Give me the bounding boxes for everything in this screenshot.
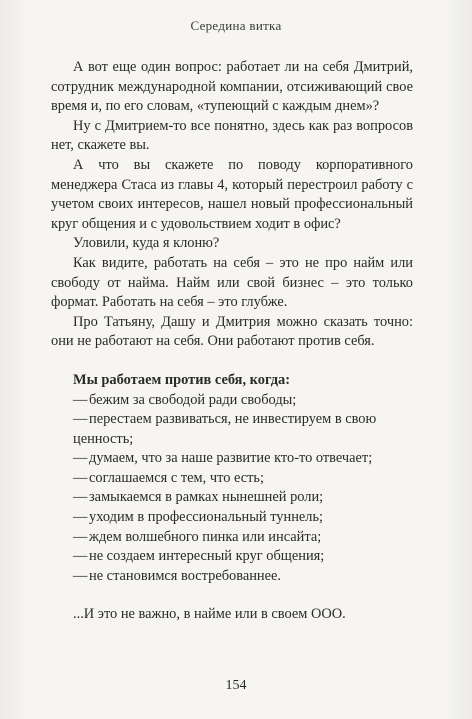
- list-item: [73, 528, 413, 548]
- list-dash: —: [73, 391, 88, 408]
- list-title: Мы работаем против себя, когда:: [73, 371, 291, 388]
- list-item-text: бежим за свободой ради свободы;: [89, 391, 297, 408]
- list-item-text: уходим в профессиональный туннель;: [89, 509, 324, 526]
- list-item-text: ждем волшебного пинка или инсайта;: [89, 528, 322, 545]
- section-gap: [51, 586, 413, 605]
- running-head: Середина витка: [190, 18, 282, 33]
- paragraph: А что вы скажете по поводу корпоративного менеджера Стаса из главы 4, который перестроил работу с учетом своих интересов, нашел новый профессиональный круг общения и с удовольствием ходит в офис?: [51, 156, 413, 232]
- list-item: [73, 547, 413, 567]
- list-item: [73, 469, 413, 489]
- list-dash: —: [73, 450, 88, 467]
- list-item-text: замыкаемся в рамках нынешней роли;: [89, 489, 324, 506]
- page-number: 154: [225, 678, 247, 693]
- list-dash: —: [73, 469, 88, 486]
- list-item: [73, 488, 413, 508]
- list-item: [73, 508, 413, 528]
- list-item-text: соглашаемся с тем, что есть;: [89, 469, 264, 486]
- list-item: [73, 410, 413, 449]
- list-dash: —: [73, 548, 88, 565]
- list-item-text: не создаем интересный круг общения;: [89, 548, 325, 565]
- list-dash: —: [73, 509, 88, 526]
- list-item: [73, 449, 413, 469]
- list-item-text: не становимся востребованнее.: [89, 567, 281, 584]
- page-body: [51, 58, 413, 625]
- list-dash: —: [73, 528, 88, 545]
- list-dash: —: [73, 411, 88, 428]
- dash-list: [51, 391, 413, 587]
- paragraph: Уловили, куда я клоню?: [73, 235, 220, 252]
- list-dash: —: [73, 489, 88, 506]
- list-item-text: думаем, что за наше развитие кто-то отвечает;: [89, 450, 373, 467]
- list-dash: —: [73, 567, 88, 584]
- list-item: [73, 567, 413, 587]
- list-item-text: перестаем развиваться, не инвестируем в свою ценность;: [73, 411, 377, 447]
- paragraph: Как видите, работать на себя – это не про найм или свободу от найма. Найм или свой бизнес – это только формат. Работать на себя – это глубже.: [51, 254, 413, 311]
- paragraph: Ну с Дмитрием-то все понятно, здесь как раз вопросов нет, скажете вы.: [51, 117, 413, 154]
- paragraph: Про Татьяну, Дашу и Дмитрия можно сказать точно: они не работают на себя. Они работают против себя.: [51, 313, 413, 350]
- list-item: [73, 391, 413, 411]
- section-gap: [51, 352, 413, 371]
- closing-line: ...И это не важно, в найме или в своем ООО.: [73, 606, 346, 623]
- paragraph: А вот еще один вопрос: работает ли на себя Дмитрий, сотрудник международной компании, отсиживающий свое время и, по его словам, «тупеющий с каждым днем»?: [51, 59, 413, 115]
